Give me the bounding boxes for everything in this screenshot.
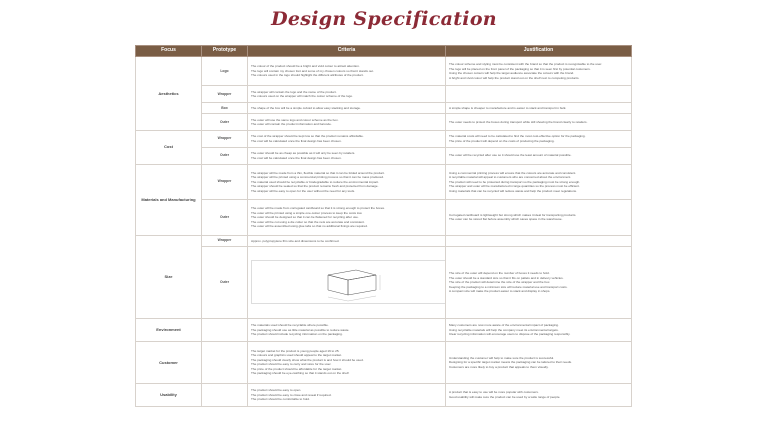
justification-line: The wrapper and outer will be manufactured in large quantities so the process must be efficient. [449,184,580,189]
table-row [136,86,632,103]
justification-line: Good usability will make sure the product can be used by a wide range of people. [449,394,561,399]
criteria-line: The colours and graphics used should appeal to the target market. [251,353,342,358]
justification-cell [446,57,632,86]
justification-cell [446,235,632,246]
table-row [136,57,632,86]
prototype-cell: Wrapper [202,86,248,103]
justification-line: A product that is easy to use will be more popular with customers. [449,390,539,395]
criteria-line: The colour of the product should be a bright and vivid colour to attract attention. [251,64,360,69]
prototype-cell: Logo [202,57,248,86]
criteria-cell [248,147,446,164]
criteria-line: The price of the product should be affordable for the target market. [251,366,343,371]
justification-line: The product will need to be protected during transport so the packaging must be strong enough. [449,179,581,184]
criteria-cell [248,86,446,103]
criteria-line: Approx. polypropylene film size and dimensions to be confirmed. [251,238,340,243]
justification-line: Customers are more likely to buy a product that appeals to them visually. [449,364,549,369]
prototype-cell: Wrapper [202,164,248,200]
criteria-cell [248,164,446,200]
criteria-line: The packaging should use as little material as possible to reduce waste. [251,327,350,332]
prototype-cell: Wrapper [202,130,248,147]
table-header-row [136,46,632,57]
criteria-line: The product should be easy to carry and store for the user. [251,362,332,367]
criteria-line: The wrapper will be made from a thin, flexible material so that it can be folded around the product. [251,170,385,175]
criteria-line: The wrapper should be sealed so that the product remains fresh and protected from damage. [251,184,379,189]
criteria-cell [248,383,446,406]
justification-cell [446,130,632,147]
justification-line: The price of the product will depend on the costs of producing the packaging. [449,138,555,143]
header-prototype: Prototype [202,46,248,57]
criteria-cell [248,57,446,86]
criteria-line: The outer should be as cheap as possible as it will only be seen by retailers. [251,151,356,156]
justification-line: Using the chosen colours will help the target audience associate the colours with the brand. [449,71,575,76]
focus-size: Size [136,235,202,318]
table-row [136,235,632,246]
justification-line: Designing for a specific target market means the packaging can be tailored to their needs. [449,360,572,365]
focus-environment: Environment [136,318,202,341]
justification-cell [446,383,632,406]
criteria-line: The cost will be calculated once the final design has been chosen. [251,155,342,160]
criteria-line: The colours used in the logo should highlight the different attributes of the product. [251,73,364,78]
focus-customer: Customer [136,342,202,384]
criteria-line: The shape of the box will be a simple cuboid to allow easy stacking and storage. [251,105,361,110]
criteria-cell [248,342,446,384]
justification-cell [446,200,632,236]
criteria-line: The outer will be printed using a simple one-colour process to keep the costs low. [251,210,363,215]
criteria-line: The outer will contain the product information and barcode. [251,122,332,127]
criteria-line: The product should be easy to close and reseal if required. [251,392,332,397]
table-row [136,383,632,406]
outer-box-diagram [251,260,446,304]
criteria-line: The materials used should be recyclable where possible. [251,323,329,328]
justification-line: A compact size will make the product easier to stack and display in shops. [449,289,551,294]
criteria-line: The material used should be recyclable or biodegradable to reduce the environmental impact. [251,179,379,184]
justification-line: A recyclable material will appeal to customers who are concerned about the environment. [449,175,572,180]
prototype-cell: Outer [202,147,248,164]
justification-line: Many customers are now more aware of the environmental impact of packaging. [449,323,559,328]
focus-usability: Usability [136,383,202,406]
table-row [136,164,632,200]
justification-line: The outer should be a standard size so that it fits on pallets and in delivery vehicles. [449,275,564,280]
criteria-cell [248,318,446,341]
table-row [136,130,632,147]
criteria-line: The target market for the product is young people aged 16 to 25. [251,348,340,353]
page-title: Design Specification [271,8,497,30]
focus-aesthetics: Aesthetics [136,57,202,131]
criteria-cell [248,130,446,147]
justification-line: Using a commercial printing process will ensure that the colours are accurate and consistent. [449,170,577,175]
justification-line: Using materials that can be recycled will reduce waste and help the product meet regulations. [449,188,577,193]
prototype-cell: Outer [202,200,248,236]
justification-line: The size of the product will determine the size of the wrapper and the box. [449,280,551,285]
prototype-cell [202,383,248,406]
prototype-cell: Wrapper [202,235,248,246]
table-row [136,200,632,236]
prototype-cell [202,318,248,341]
criteria-line: The packaging should be eye-catching so that it stands out on the shelf. [251,371,350,376]
justification-line: A simple shape is cheaper to manufacture and is easier to stack and transport in bulk. [449,105,567,110]
justification-line: The outer will be recycled after use so it should use the least amount of material possible. [449,153,572,158]
criteria-cell [248,103,446,114]
criteria-line: The outer should be designed so that it can be flattened for recycling after use. [251,215,359,220]
criteria-line: The product should be easy to open. [251,388,302,393]
table-row [136,147,632,164]
justification-cell [446,103,632,114]
justification-line: The outer can be stored flat before assembly which saves space in the warehouse. [449,217,563,222]
table-row [136,114,632,131]
header-criteria: Criteria [248,46,446,57]
criteria-line: The wrapper will be printed using a commercial printing process so that it can be mass produced. [251,175,384,180]
criteria-line: The product should include recycling information on the packaging. [251,332,343,337]
header-focus: Focus [136,46,202,57]
criteria-line: The cost will be calculated once the final design has been chosen. [251,138,342,143]
justification-line: The material costs will need to be calculated to find the most cost-effective option for the packaging. [449,134,586,139]
criteria-cell [248,235,446,246]
criteria-line: The outer will be assembled using glue tabs so that no additional fixings are required. [251,224,368,229]
justification-cell [446,342,632,384]
justification-line: Understanding the customer will help to make sure the product is successful. [449,355,555,360]
criteria-cell [248,246,446,318]
criteria-line: The wrapper will be easy to open for the user without the need for any tools. [251,188,356,193]
criteria-line: The cost of the wrapper should be kept low so that the product remains affordable. [251,134,364,139]
table-row [136,246,632,318]
justification-line: Corrugated cardboard is lightweight but strong which makes it ideal for transporting products. [449,212,577,217]
justification-cell [446,147,632,164]
prototype-cell: Outer [202,114,248,131]
criteria-line: The wrapper will contain the logo and the name of the product. [251,89,337,94]
justification-cell [446,114,632,131]
justification-cell [446,164,632,200]
justification-line: The size of the outer will depend on the number of boxes it needs to hold. [449,271,550,276]
criteria-line: The outer will be cut using a die cutter so that the nets are accurate and consistent. [251,219,365,224]
prototype-cell: Box [202,103,248,114]
header-justification: Justification [446,46,632,57]
criteria-cell [248,200,446,236]
justification-line: The colour scheme and styling must be consistent with the brand so that the product is recognisable to the user. [449,62,603,67]
table-row [136,103,632,114]
criteria-line: The outer will use the same logo and colour scheme as the box. [251,117,339,122]
prototype-cell [202,342,248,384]
table-row [136,318,632,341]
specification-table [135,45,632,407]
criteria-line: The packaging should clearly show what the product is and how it should be used. [251,357,364,362]
criteria-line: The colours used on the wrapper will match the colour scheme of the logo. [251,94,353,99]
justification-line: Using recyclable materials will help the company meet its environmental targets. [449,327,559,332]
criteria-line: The outer will be made from corrugated cardboard so that it is strong enough to protect the boxes. [251,206,385,211]
justification-line: Keeping the packaging to a minimum size will reduce material use and transport costs. [449,284,568,289]
justification-line: A bright and vivid colour will help the product stand out on the shelf next to competing products. [449,75,580,80]
justification-line: The outer needs to protect the boxes during transport while still showing the brand clearly to retailers. [449,119,588,124]
justification-cell [446,86,632,103]
table-row [136,342,632,384]
justification-line: Clear recycling information will encourage users to dispose of the packaging responsibly. [449,332,571,337]
focus-materials-and-manufacturing: Materials and Manufacturing [136,164,202,235]
justification-line: The logo will be placed on the front panel of the packaging so that it is seen first by potential customers. [449,66,591,71]
justification-cell [446,318,632,341]
focus-cost: Cost [136,130,202,164]
criteria-line: The product should be comfortable to hold. [251,397,310,402]
prototype-cell: Outer [202,246,248,318]
criteria-line: The logo will contain my chosen font and some of my chosen colours so that it stands out. [251,68,374,73]
criteria-cell [248,114,446,131]
justification-cell [446,246,632,318]
